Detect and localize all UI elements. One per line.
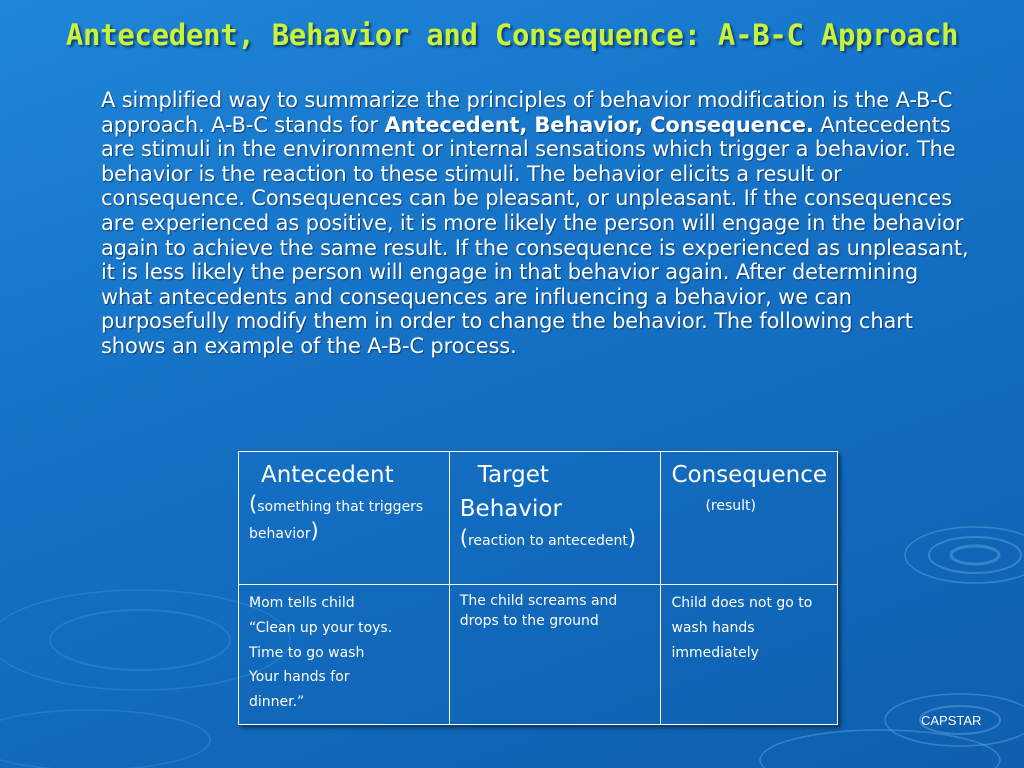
cell-line: “Clean up your toys. [249, 619, 393, 636]
cell-line: Your hands for [249, 669, 350, 686]
header-behavior-sub: (reaction to antecedent) [459, 526, 637, 550]
header-target-behavior [449, 452, 661, 585]
cell-line: Time to go wash [249, 644, 365, 661]
cell-line: wash hands [671, 619, 755, 636]
cell-behavior-example [449, 585, 661, 725]
header-antecedent [239, 452, 450, 585]
table-header-row [239, 452, 838, 585]
intro-text-bold: Antecedent, Behavior, Consequence. [384, 112, 814, 137]
header-antecedent-label: Antecedent [261, 462, 394, 488]
page-title: Antecedent, Behavior and Consequence: A-B-C Approach [65, 18, 959, 52]
header-consequence-sub: (result) [705, 498, 756, 514]
header-antecedent-sub: (something that triggers behavior) [249, 492, 424, 543]
intro-paragraph [101, 88, 971, 359]
header-consequence-label: Consequence [671, 462, 827, 488]
abc-chart-table [238, 451, 838, 725]
cell-line: dinner.” [249, 694, 305, 711]
footer-label: CAPSTAR [921, 713, 982, 728]
header-behavior-label: Target Behavior [459, 462, 562, 522]
cell-antecedent-example [239, 585, 450, 725]
cell-line: immediately [671, 644, 759, 661]
intro-text-part-2: Antecedents are stimuli in the environment or internal sensations which trigger a behavior. The behavior is the reaction to these stimuli. The behavior elicits a result or consequence. Consequences can be pleasant, or unpleasant. If the consequences are experienced as positive, it is more likely the person will engage in the behavior again to achieve the same result. If the consequence is experienced as unpleasant, it is less likely the person will engage in that behavior again. After determining what antecedents and consequences are influencing a behavior, we can purposefully modify them in order to change the behavior. The following chart shows an example of the A-B-C process. [101, 112, 969, 358]
cell-line: Mom tells child [249, 595, 355, 611]
cell-consequence-example [661, 585, 838, 725]
cell-text: The child screams and drops to the ground [459, 593, 618, 629]
cell-line: Child does not go to [671, 595, 813, 611]
header-consequence [661, 452, 838, 585]
intro-text-part-1: A simplified way to summarize the principles of behavior modification is the A-B-C approach. A-B-C stands for [101, 88, 953, 137]
table-row [239, 585, 838, 725]
